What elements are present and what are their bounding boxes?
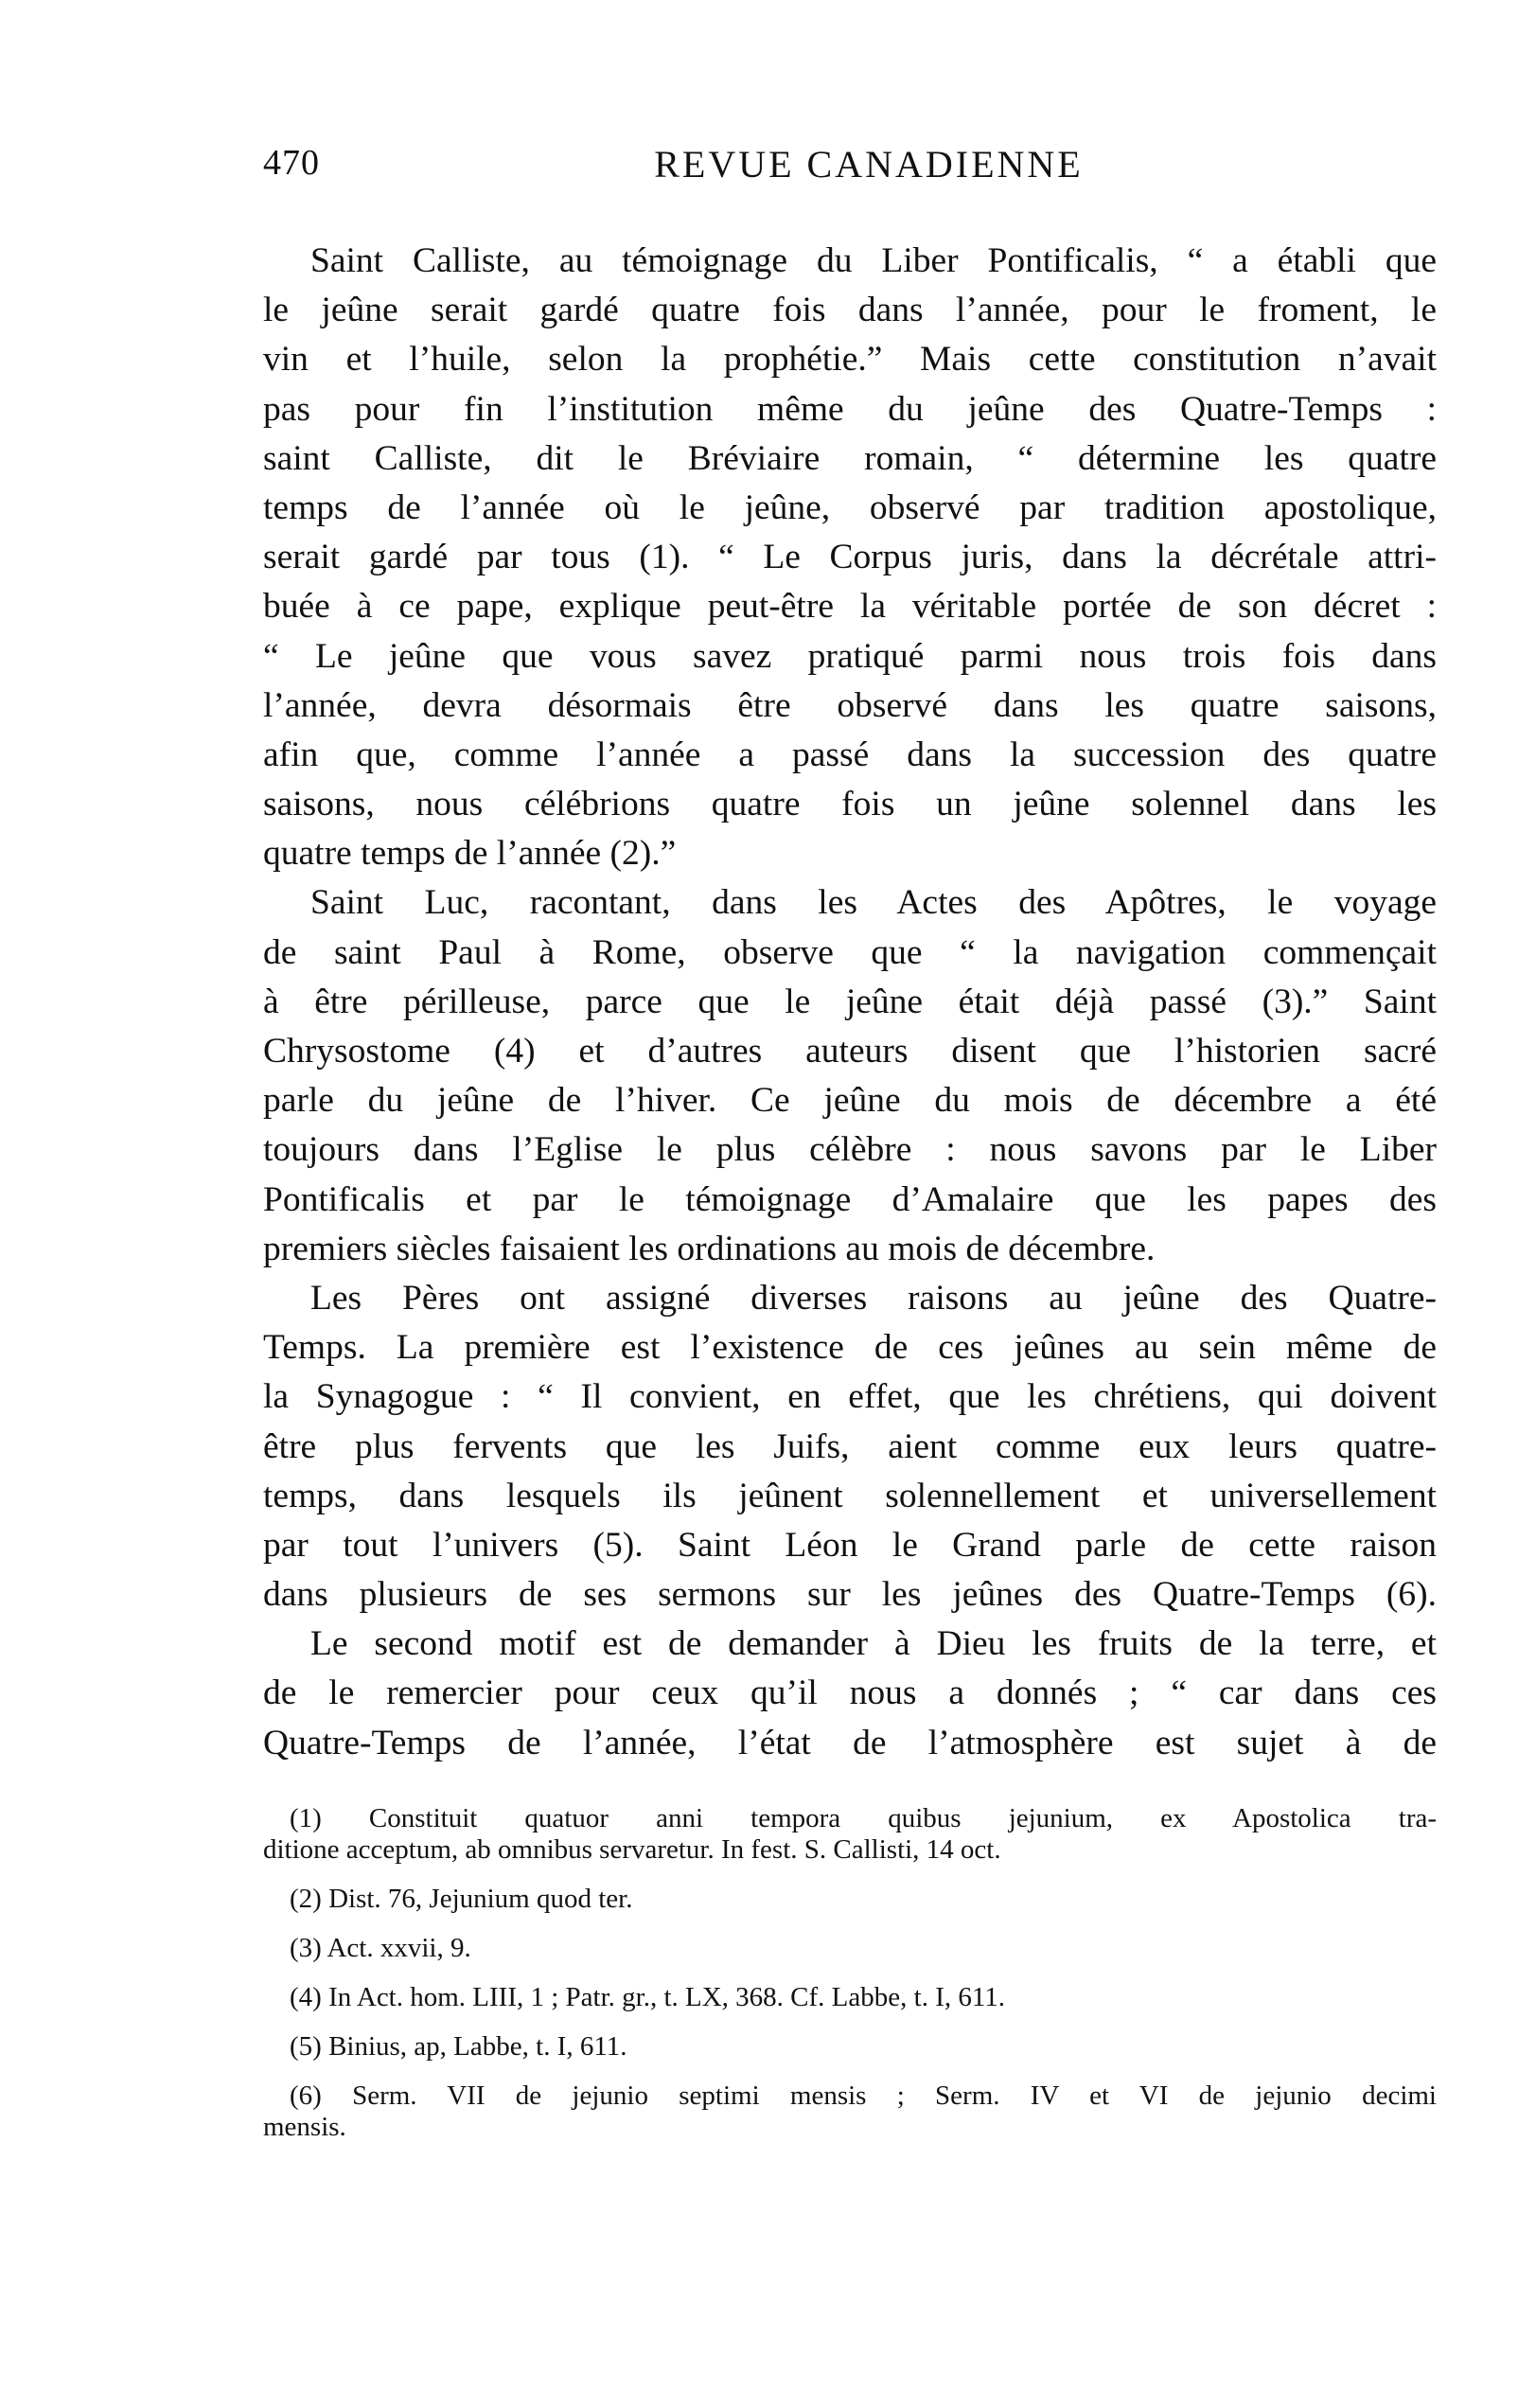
body-line: Le second motif est de demander à Dieu les fruits de la terre, et: [310, 1624, 1437, 1664]
body-line: la Synagogue : “ Il convient, en effet, que les chrétiens, qui doivent: [263, 1377, 1437, 1417]
footnotes: [263, 1803, 1437, 2161]
footnote-line: (1) Constituit quatuor anni tempora quibus jejunium, ex Apostolica tra-: [290, 1803, 1437, 1833]
body-line: toujours dans l’Eglise le plus célèbre : nous savons par le Liber: [263, 1130, 1437, 1170]
footnote-line: (3) Act. xxvii, 9.: [290, 1933, 471, 1963]
body-line: à être périlleuse, parce que le jeûne était déjà passé (3).” Saint: [263, 982, 1437, 1021]
footnote: [263, 2080, 1437, 2143]
footnote: [263, 1982, 1437, 2013]
body-line: quatre temps de l’année (2).”: [263, 834, 677, 874]
footnote-line: mensis.: [263, 2112, 346, 2142]
footnote-line: (5) Binius, ap, Labbe, t. I, 611.: [290, 2031, 627, 2062]
footnote: [263, 1803, 1437, 1866]
body-line: pas pour fin l’institution même du jeûne des Quatre-Temps :: [263, 389, 1437, 429]
body-line: Temps. La première est l’existence de ces jeûnes au sein même de: [263, 1328, 1437, 1368]
body-line: vin et l’huile, selon la prophétie.” Mais cette constitution n’avait: [263, 340, 1437, 380]
footnote-line: (2) Dist. 76, Jejunium quod ter.: [290, 1884, 633, 1914]
body-line: saint Calliste, dit le Bréviaire romain, “ détermine les quatre: [263, 438, 1437, 478]
body-line: premiers siècles faisaient les ordinations au mois de décembre.: [263, 1229, 1156, 1268]
body-line: dans plusieurs de ses sermons sur les jeûnes des Quatre-Temps (6).: [263, 1575, 1437, 1615]
footnote-line: (4) In Act. hom. LIII, 1 ; Patr. gr., t. LX, 368. Cf. Labbe, t. I, 611.: [290, 1982, 1006, 2012]
body-line: temps, dans lesquels ils jeûnent solennellement et universellement: [263, 1476, 1437, 1515]
body-line: serait gardé par tous (1). “ Le Corpus juris, dans la décrétale attri-: [263, 538, 1437, 577]
body-line: saisons, nous célébrions quatre fois un jeûne solennel dans les: [263, 785, 1437, 824]
body-line: Saint Calliste, au témoignage du Liber Pontificalis, “ a établi que: [310, 241, 1437, 280]
body-line: buée à ce pape, explique peut-être la véritable portée de son décret :: [263, 587, 1437, 627]
body-line: Pontificalis et par le témoignage d’Amalaire que les papes des: [263, 1179, 1437, 1219]
body-line: Quatre-Temps de l’année, l’état de l’atmosphère est sujet à de: [263, 1723, 1437, 1762]
footnote: [263, 1884, 1437, 1915]
body-line: afin que, comme l’année a passé dans la succession des quatre: [263, 735, 1437, 774]
body-line: le jeûne serait gardé quatre fois dans l’année, pour le froment, le: [263, 291, 1437, 330]
footnote-line: (6) Serm. VII de jejunio septimi mensis ; Serm. IV et VI de jejunio decimi: [290, 2080, 1437, 2111]
body-line: parle du jeûne de l’hiver. Ce jeûne du mois de décembre a été: [263, 1081, 1437, 1121]
footnote-line: ditione acceptum, ab omnibus servaretur. In fest. S. Callisti, 14 oct.: [263, 1834, 1001, 1865]
footnote: [263, 2031, 1437, 2063]
body-line: Saint Luc, racontant, dans les Actes des Apôtres, le voyage: [310, 883, 1437, 923]
body-line: “ Le jeûne que vous savez pratiqué parmi nous trois fois dans: [263, 636, 1437, 676]
body-line: temps de l’année où le jeûne, observé par tradition apostolique,: [263, 487, 1437, 527]
footnote: [263, 1933, 1437, 1964]
body-line: de le remercier pour ceux qu’il nous a donnés ; “ car dans ces: [263, 1673, 1437, 1713]
running-title: REVUE CANADIENNE: [654, 143, 1084, 186]
body-line: Les Pères ont assigné diverses raisons au jeûne des Quatre-: [310, 1278, 1437, 1318]
body-line: de saint Paul à Rome, observe que “ la navigation commençait: [263, 932, 1437, 972]
body-line: l’année, devra désormais être observé dans les quatre saisons,: [263, 685, 1437, 725]
page-header: [263, 142, 1437, 199]
body-line: Chrysostome (4) et d’autres auteurs disent que l’historien sacré: [263, 1032, 1437, 1071]
body-text: [263, 237, 1437, 1768]
body-line: par tout l’univers (5). Saint Léon le Grand parle de cette raison: [263, 1525, 1437, 1565]
body-line: être plus fervents que les Juifs, aient comme eux leurs quatre-: [263, 1426, 1437, 1466]
page-number: 470: [263, 143, 320, 183]
